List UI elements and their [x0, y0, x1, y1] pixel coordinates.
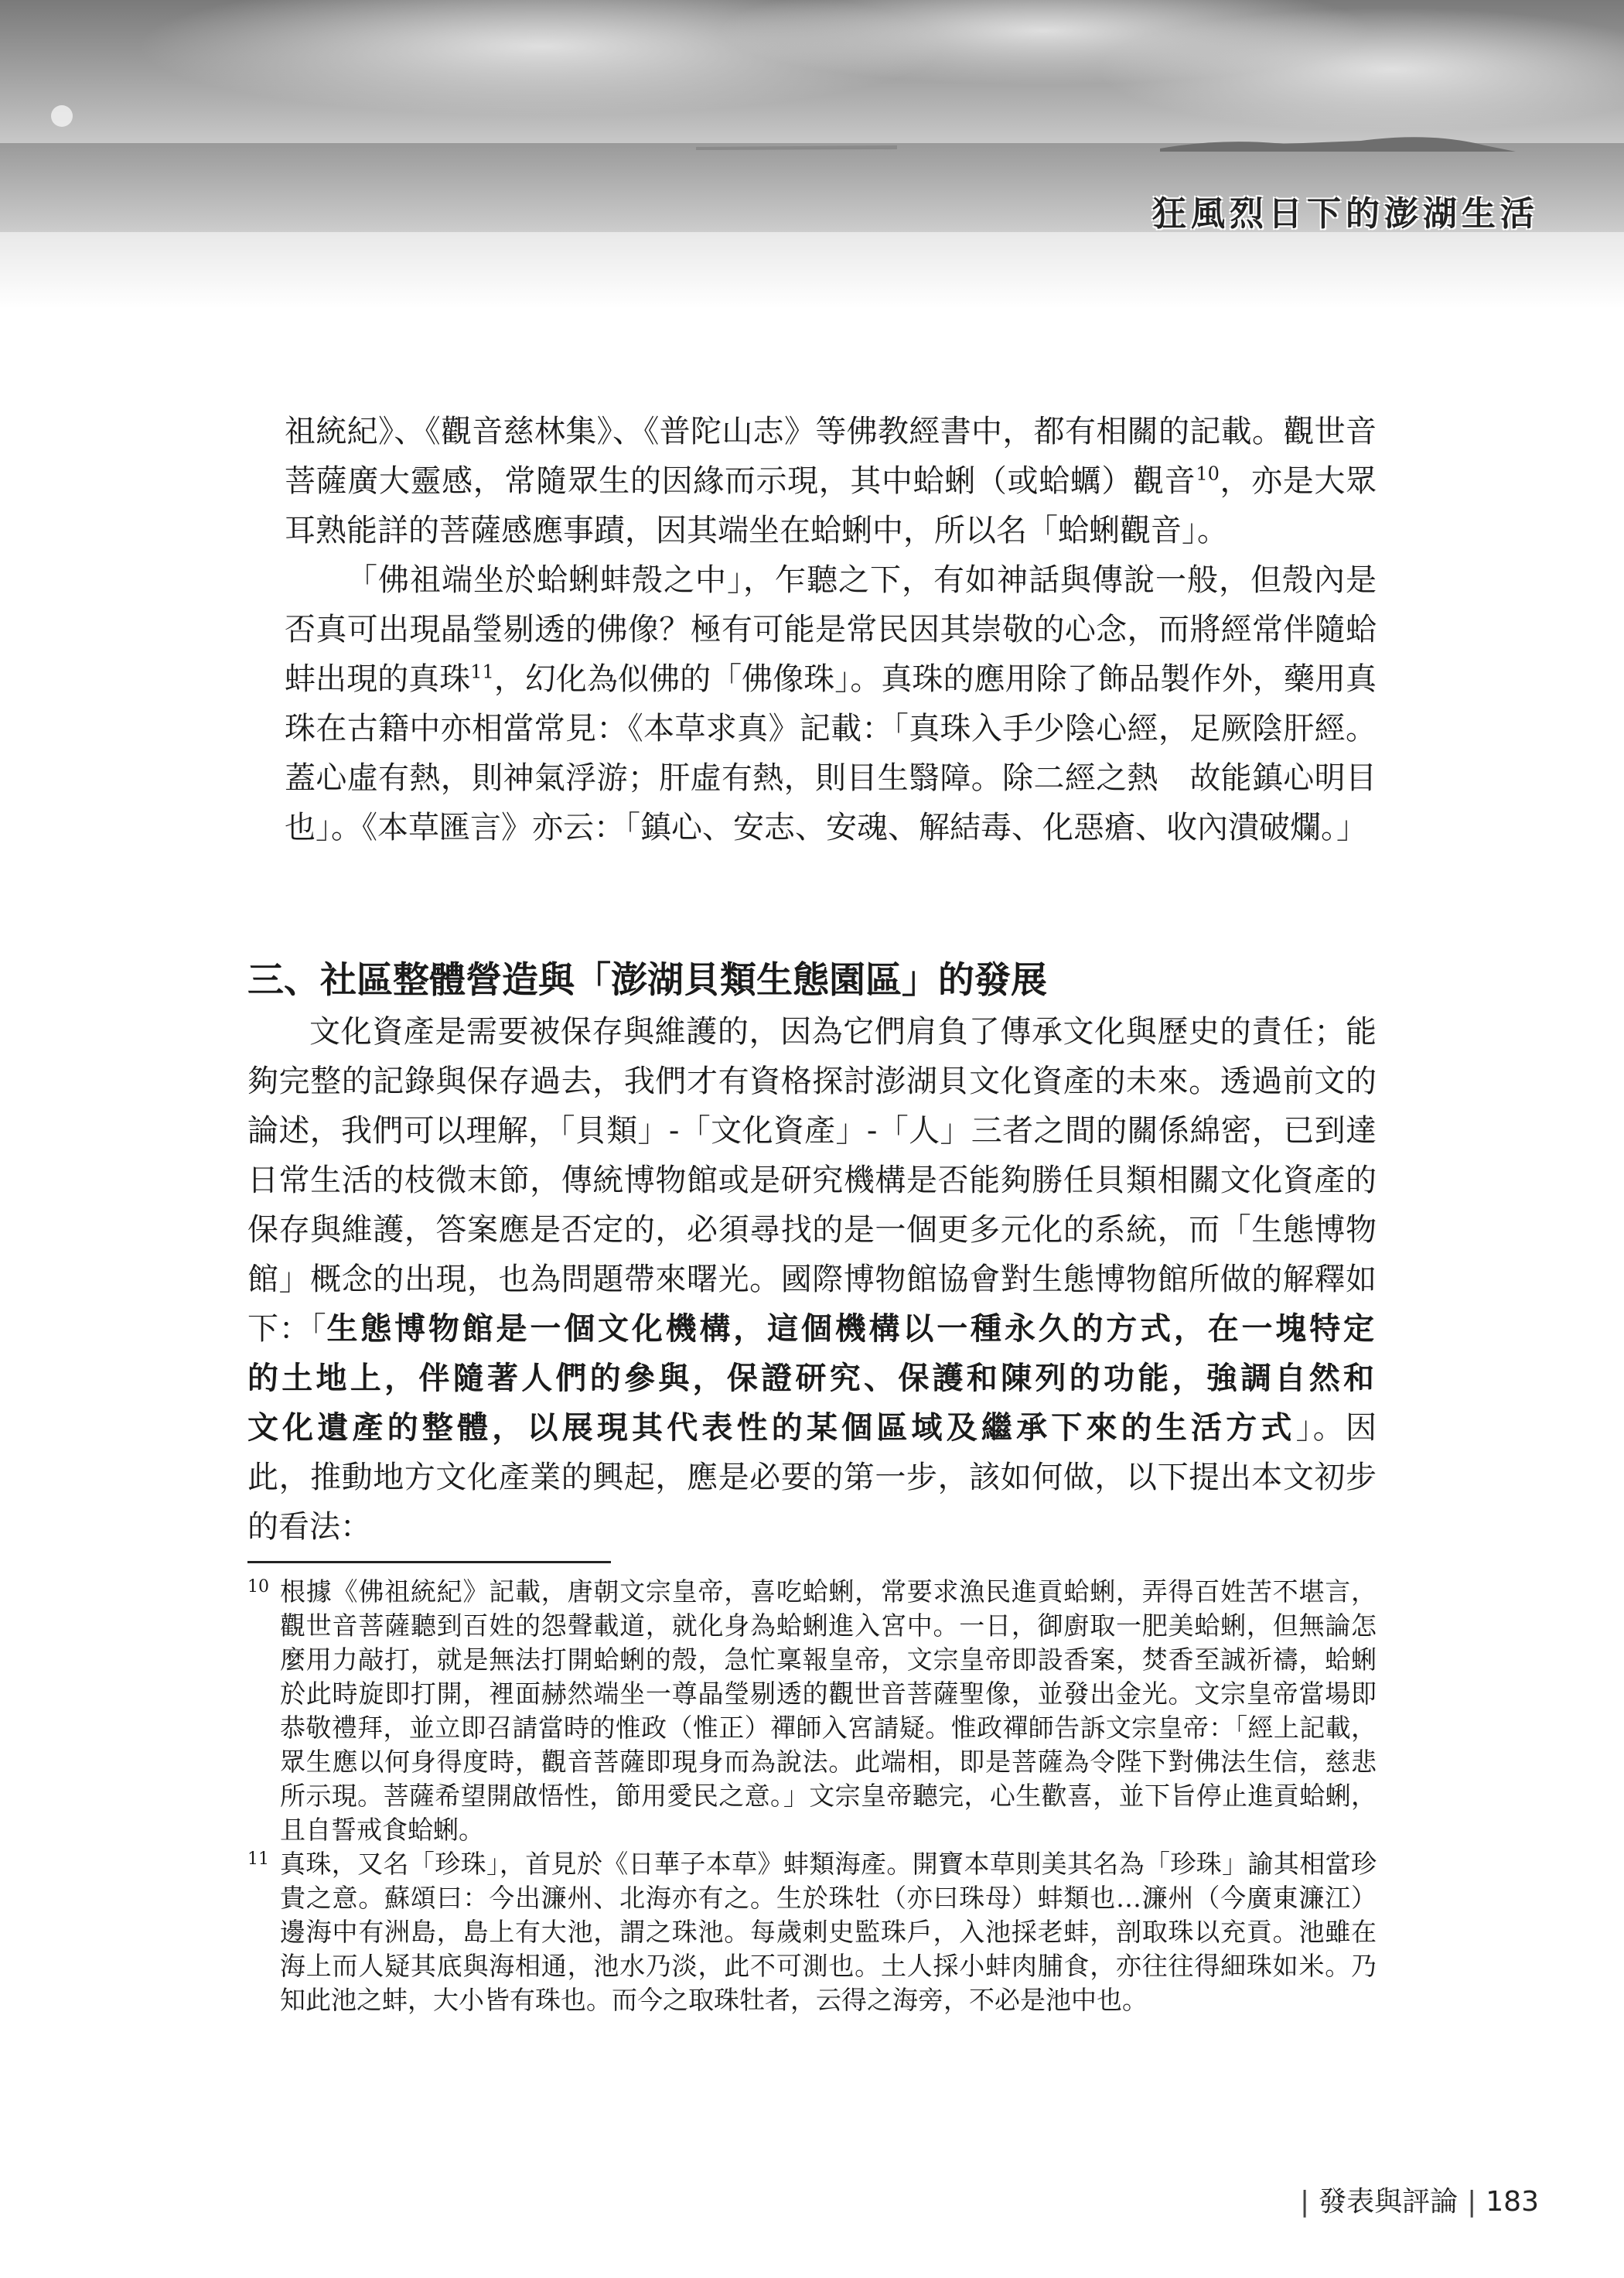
section-heading: 三、社區整體營造與「澎湖貝類生態園區」的發展	[247, 959, 1047, 1002]
footnote-number: 11	[247, 1849, 269, 1869]
footer-separator: |	[1467, 2186, 1477, 2218]
body-paragraph: 「佛祖端坐於蛤蜊蚌殼之中」，乍聽之下，有如神話與傳說一般，但殼內是否真可出現晶瑩剔透的佛像？極有可能是常民因其崇敬的心念，而將經常伴隨蛤蚌出現的真珠$^{11}$，幻化為似佛的「佛像珠」。真珠的應用除了飾品製作外，藥用真珠在古籍中亦相當常見：《本草求真》記載：「真珠入手少陰心經，足厥陰肝經。蓋心虛有熱，則神氣浮游；肝虛有熱，則目生翳障。除二經之熱 故能鎮心明目也」。《本草匯言》亦云：「鎮心、安志、安魂、解結毒、化惡瘡、收內潰破爛。」	[285, 562, 1377, 845]
page-number: 183	[1486, 2186, 1539, 2218]
footer-separator: |	[1299, 2186, 1310, 2218]
footnote-text: 真珠，又名「珍珠」，首見於《日華子本草》蚌類海產。開寶本草則美其名為「珍珠」諭其相當珍貴之意。蘇頌曰：今出濂州、北海亦有之。生於珠牡（亦曰珠母）蚌類也…濂州（今廣東濂江）邊海中有洲島，島上有大池，謂之珠池。每歲刺史監珠戶，入池採老蚌，剖取珠以充貢。池雖在海上而人疑其底與海相通，池水乃淡，此不可測也。土人採小蚌肉脯食，亦往往得細珠如米。乃知此池之蚌，大小皆有珠也。而今之取珠牡者，云得之海旁，不必是池中也。	[280, 1849, 1377, 2015]
header-banner-image	[0, 0, 1624, 309]
quoted-definition: 生態博物館是一個文化機構，這個機構以一種永久的方式，在一塊特定的土地上，伴隨著人們的參與，保證研究、保護和陳列的功能，強調自然和文化遺產的整體，以展現其代表性的某個區域及繼承下來的生活方式	[247, 1311, 1377, 1446]
footnote-text: 根據《佛祖統紀》記載，唐朝文宗皇帝，喜吃蛤蜊，常要求漁民進貢蛤蜊，弄得百姓苦不堪言，觀世音菩薩聽到百姓的怨聲載道，就化身為蛤蜊進入宮中。一日，御廚取一肥美蛤蜊，但無論怎麼用力敲打，就是無法打開蛤蜊的殼，急忙稟報皇帝，文宗皇帝即設香案，焚香至誠祈禱，蛤蜊於此時旋即打開，裡面赫然端坐一尊晶瑩剔透的觀世音菩薩聖像，並發出金光。文宗皇帝當場即恭敬禮拜，並立即召請當時的惟政（惟正）禪師入宮請疑。惟政禪師告訴文宗皇帝：「經上記載，眾生應以何身得度時，觀音菩薩即現身而為說法。此端相，即是菩薩為令陛下對佛法生信，慈悲所示現。菩薩希望開啟悟性，節用愛民之意。」文宗皇帝聽完，心生歡喜，並下旨停止進貢蛤蜊，且自誓戒食蛤蜊。	[280, 1576, 1377, 1845]
footnote-divider	[247, 1561, 611, 1563]
footnote	[247, 1847, 1377, 2017]
running-title: 狂風烈日下的澎湖生活	[1152, 194, 1539, 234]
body-paragraph: 文化資產是需要被保存與維護的，因為它們肩負了傳承文化與歷史的責任；能夠完整的記錄與保存過去，我們才有資格探討澎湖貝文化資產的未來。透過前文的論述，我們可以理解，「貝類」-「文化資產」-「人」三者之間的關係綿密，已到達日常生活的枝微末節，傳統博物館或是研究機構是否能夠勝任貝類相關文化資產的保存與維護，答案應是否定的，必須尋找的是一個更多元化的系統，而「生態博物館」概念的出現，也為問題帶來曙光。國際博物館協會對生態博物館所做的解釋如下：「生態博物館是一個文化機構，這個機構以一種永久的方式，在一塊特定的土地上，伴隨著人們的參與，保證研究、保護和陳列的功能，強調自然和文化遺產的整體，以展現其代表性的某個區域及繼承下來的生活方式」。因此，推動地方文化產業的興起，應是必要的第一步，該如何做，以下提出本文初步的看法：	[247, 1014, 1377, 1545]
footnote-ref-11[interactable]: 11	[470, 661, 494, 683]
footnote	[247, 1575, 1377, 1847]
footer-section-label: 發表與評論	[1319, 2186, 1459, 2218]
footnote-ref-10[interactable]: 10	[1196, 463, 1220, 485]
page-footer	[1291, 2180, 1539, 2219]
body-paragraph: 祖統紀》、《觀音慈林集》、《普陀山志》等佛教經書中，都有相關的記載。觀世音菩薩廣大靈感，常隨眾生的因緣而示現，其中蛤蜊（或蛤蠣）觀音$^{10}$，亦是大眾耳熟能詳的菩薩感應事蹟，因其端坐在蛤蜊中，所以名「蛤蜊觀音」。	[285, 414, 1377, 548]
footnote-number: 10	[247, 1577, 269, 1597]
